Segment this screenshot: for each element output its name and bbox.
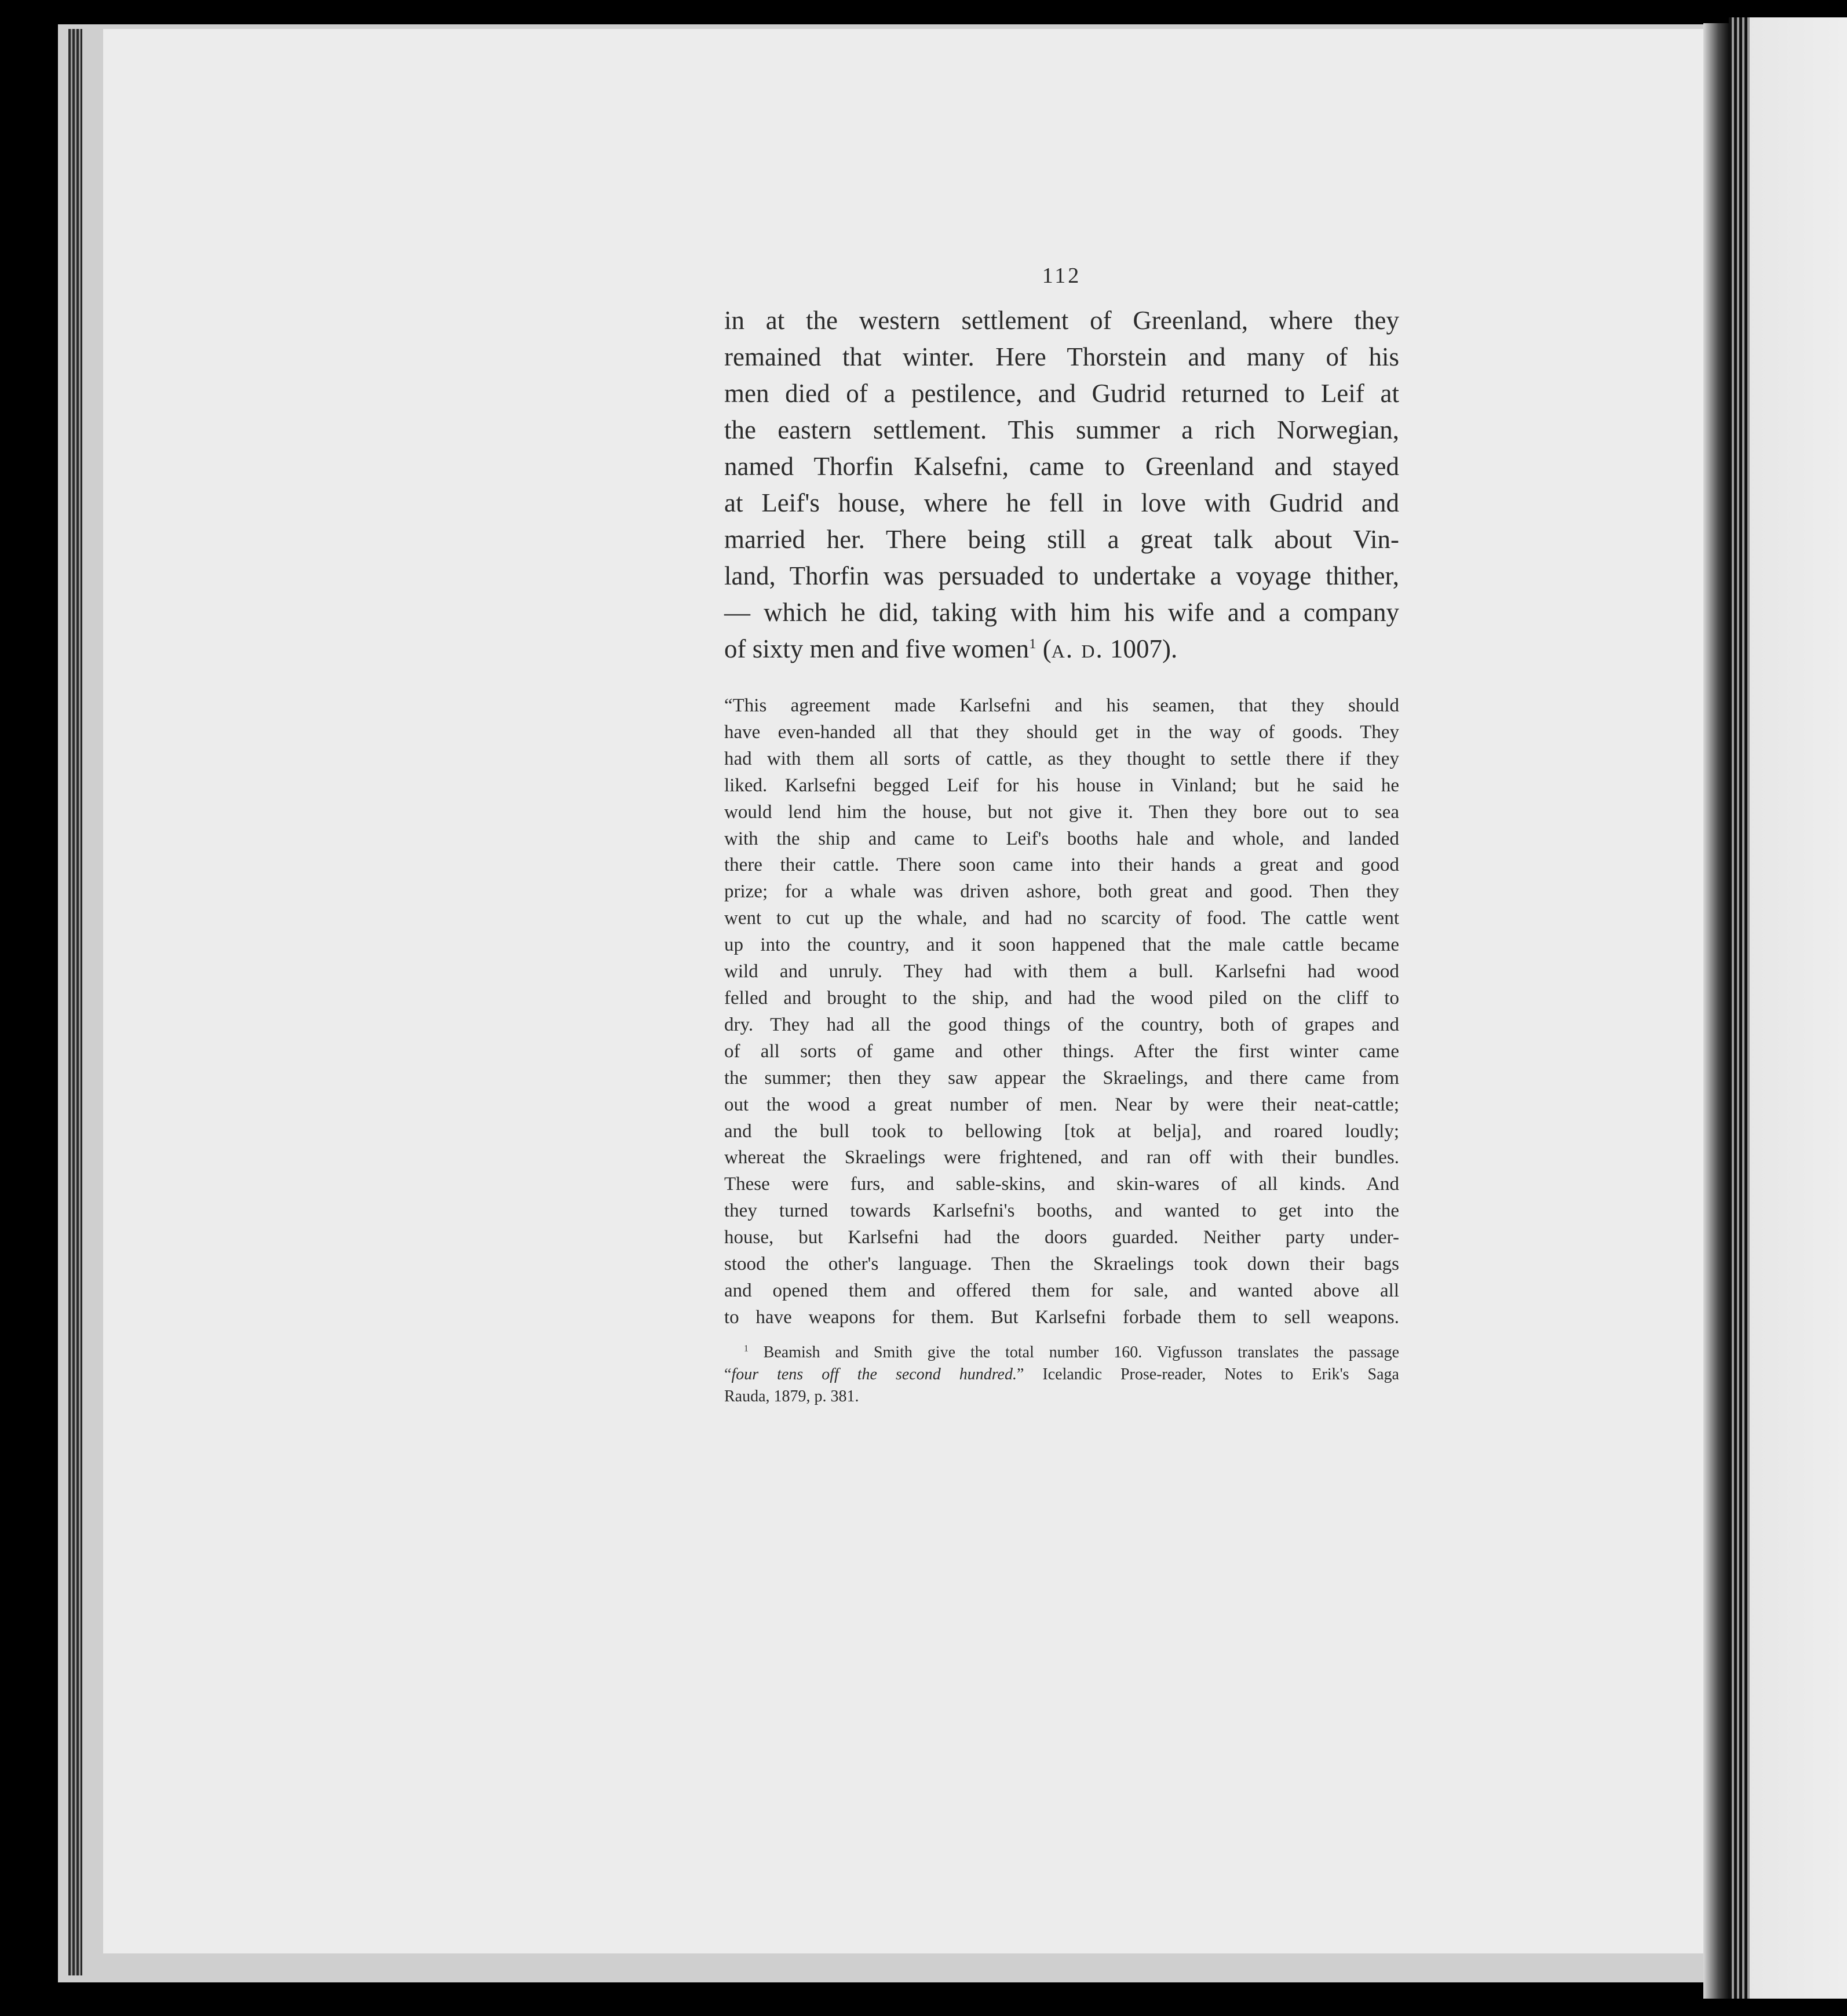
quote-line: felled and brought to the ship, and had the wood piled on the cliff to <box>724 987 1399 1009</box>
page-text-block <box>724 261 1399 1408</box>
quote-line: of all sorts of game and other things. After the first winter came <box>724 1040 1399 1062</box>
next-page-edge <box>1729 17 1750 1999</box>
footnote-mark: 1 <box>744 1343 749 1354</box>
footnote-open-quote: “ <box>724 1365 732 1383</box>
footnote-text: Beamish and Smith give the total number 160. Vigfusson translates the passage <box>763 1343 1399 1361</box>
main-line: at Leif's house, where he fell in love with Gudrid and <box>724 488 1399 517</box>
quote-line: wild and unruly. They had with them a bull. Karlsefni had wood <box>724 961 1399 983</box>
page-stack-edge <box>68 29 82 1975</box>
main-line: — which he did, taking with him his wife and a company <box>724 598 1399 627</box>
quote-line: had with them all sorts of cattle, as they thought to settle there if they <box>724 748 1399 769</box>
quote-line: would lend him the house, but not give it. Then they bore out to sea <box>724 801 1399 823</box>
quote-line: went to cut up the whale, and had no scarcity of food. The cattle went <box>724 908 1399 929</box>
quote-line: they turned towards Karlsefni's booths, and wanted to get into the <box>724 1200 1399 1222</box>
main-line: the eastern settlement. This summer a rich Norwegian, <box>724 415 1399 444</box>
date-year: 1007). <box>1109 634 1178 663</box>
footnote <box>724 1342 1399 1408</box>
quote-line: to have weapons for them. But Karlsefni forbade them to sell weapons. <box>724 1306 1399 1328</box>
quote-line: whereat the Skraelings were frightened, and ran off with their bundles. <box>724 1147 1399 1168</box>
footnote-text: ” Icelandic Prose-reader, Notes to Erik's Saga <box>1016 1365 1399 1383</box>
main-paragraph <box>724 302 1399 667</box>
main-last-text: of sixty men and five women <box>724 634 1030 663</box>
footnote-line <box>724 1364 1399 1386</box>
quote-line: prize; for a whale was driven ashore, both great and good. Then they <box>724 881 1399 903</box>
footnote-line: Rauda, 1879, p. 381. <box>724 1387 859 1405</box>
quote-line: house, but Karlsefni had the doors guarded. Neither party under- <box>724 1227 1399 1248</box>
saga-quotation <box>724 693 1399 1331</box>
quote-line: out the wood a great number of men. Near by were their neat-cattle; <box>724 1094 1399 1115</box>
quote-line: stood the other's language. Then the Skraelings took down their bags <box>724 1254 1399 1275</box>
footnote-line <box>724 1342 1399 1364</box>
quote-line: “This agreement made Karlsefni and his seamen, that they should <box>724 695 1399 716</box>
quote-line: have even-handed all that they should get in the way of goods. They <box>724 721 1399 743</box>
main-line: remained that winter. Here Thorstein and many of his <box>724 342 1399 371</box>
date-era: a. d. <box>1051 634 1104 663</box>
quote-line: dry. They had all the good things of the country, both of grapes and <box>724 1014 1399 1035</box>
quote-line: liked. Karlsefni begged Leif for his house in Vinland; but he said he <box>724 775 1399 796</box>
footnote-italic-phrase: four tens off the second hundred. <box>731 1365 1017 1383</box>
main-line-last <box>724 631 1399 667</box>
page-number: 112 <box>1042 264 1082 288</box>
date-open: ( <box>1042 634 1052 663</box>
quote-line: with the ship and came to Leif's booths hale and whole, and landed <box>724 828 1399 849</box>
main-line: land, Thorfin was persuaded to undertake a voyage thither, <box>724 561 1399 590</box>
quote-line: up into the country, and it soon happened that the male cattle became <box>724 934 1399 956</box>
quote-line: These were furs, and sable-skins, and skin-wares of all kinds. And <box>724 1174 1399 1195</box>
quote-line: there their cattle. There soon came into their hands a great and good <box>724 854 1399 876</box>
quote-line: and opened them and offered them for sale, and wanted above all <box>724 1280 1399 1301</box>
main-line: named Thorfin Kalsefni, came to Greenland and stayed <box>724 452 1399 481</box>
main-line: married her. There being still a great talk about Vin- <box>724 525 1399 554</box>
quote-line: and the bull took to bellowing [tok at belja], and roared loudly; <box>724 1120 1399 1142</box>
quote-line: the summer; then they saw appear the Skraelings, and there came from <box>724 1067 1399 1089</box>
main-line: men died of a pestilence, and Gudrid returned to Leif at <box>724 379 1399 408</box>
main-line: in at the western settlement of Greenland, where they <box>724 306 1399 335</box>
book-gutter <box>1703 23 1729 1999</box>
footnote-reference: 1 <box>1029 636 1036 652</box>
